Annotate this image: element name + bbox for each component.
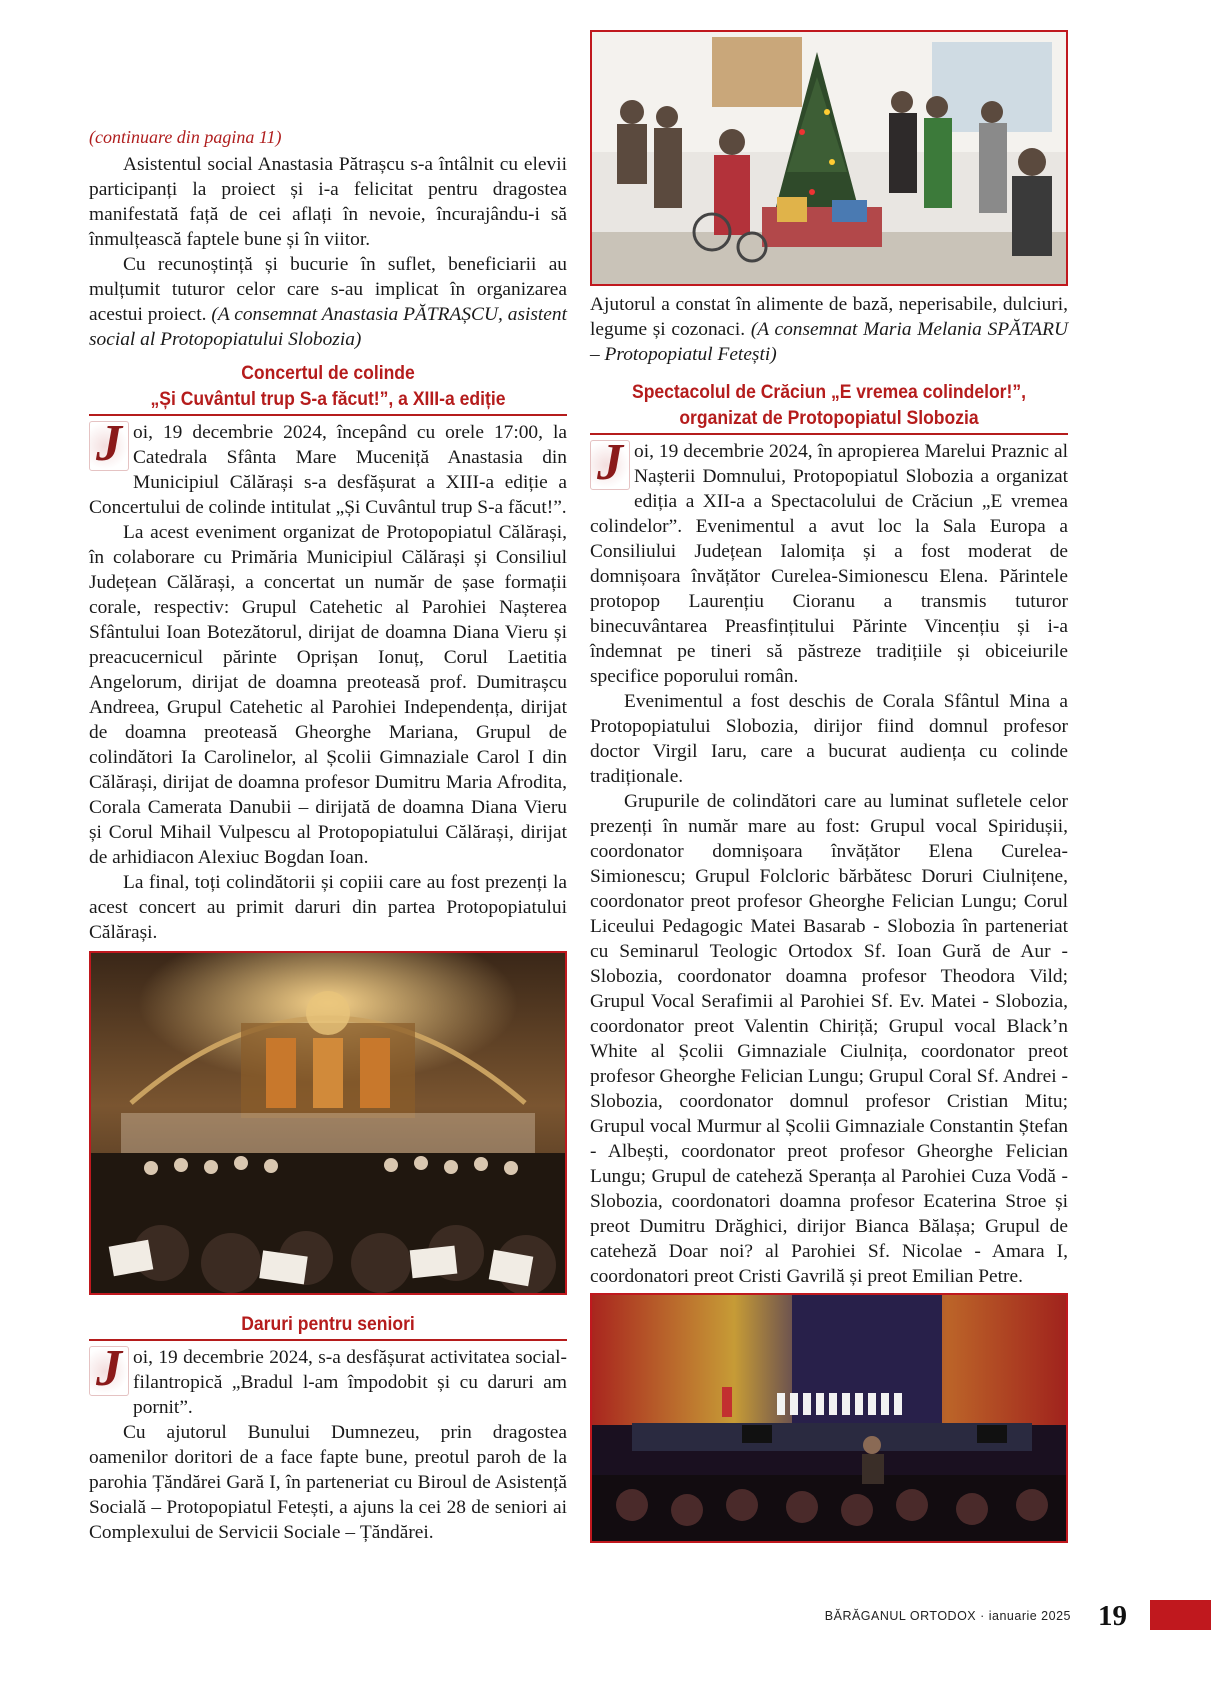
- seniors-christmas-photo: [590, 30, 1068, 286]
- show-title: [614, 379, 1044, 431]
- stage-show-illustration: [592, 1295, 1066, 1541]
- concert-paragraph-1: [89, 415, 567, 520]
- right-column: [590, 30, 1068, 1543]
- show-title-line-2: organizat de Protopopiatul Slobozia: [679, 407, 979, 429]
- cathedral-concert-photo: [89, 951, 567, 1295]
- footer-publication-line: [825, 1609, 1071, 1623]
- concert-paragraph-1-text: oi, 19 decembrie 2024, începând cu orele 17:00, la Catedrala Sfânta Mare Muceniță Anastasia din Municipiul Călărași s-a desfășurat a XIII-a ediție a Concertului de colinde intitulat „Și Cuvântul trup S-a făcut!”.: [89, 422, 567, 518]
- dropcap-initial: J: [590, 440, 630, 490]
- concert-paragraph-3: La final, toți colindătorii și copiii care au fost prezenți la acest concert au primit daruri din partea Protopopiatului Călărași.: [89, 872, 567, 943]
- seniors-signature: (A consemnat Maria Melania SPĂTARU – Protopopiatul Fetești): [590, 319, 1068, 365]
- cathedral-concert-illustration: [91, 953, 565, 1293]
- concert-title-rule: [89, 414, 567, 416]
- show-paragraph-1-text: oi, 19 decembrie 2024, în apropierea Marelui Praznic al Nașterii Domnului, Protopopiatul Slobozia a organizat ediția a XII-a a Spectacolului de Crăciun „E vremea colindelor”. Evenimentul a avut loc la Sala Europa a Consiliului Județean Ialomița și a fost moderat de domnișoara învățător Curelea-Simionescu Elena. Părintele protopop Laurențiu Cioranu a transmis tuturor binecuvântarea Preasfințitului Părinte Vincențiu și i-a îndemnat pe tineri să păstreze tradițiile și obiceiurile specifice poporului român.: [590, 441, 1068, 687]
- show-title-line-1: Spectacolul de Crăciun „E vremea colindelor!”,: [631, 381, 1027, 403]
- footer-publication: BĂRĂGANUL ORTODOX: [824, 1609, 977, 1623]
- stage-show-photo: [590, 1293, 1068, 1543]
- footer-separator: ·: [976, 1609, 989, 1623]
- page-footer: [0, 1600, 1211, 1636]
- seniors-christmas-illustration: [592, 32, 1066, 284]
- concert-title-line-2: „Și Cuvântul trup S-a făcut!”, a XIII-a ediție: [150, 388, 506, 410]
- show-paragraph-2: Evenimentul a fost deschis de Corala Sfântul Mina a Protopopiatului Slobozia, dirijor fiind domnul profesor doctor Virgil Iaru, care a bucurat audiența cu colinde tradiționale.: [590, 691, 1068, 787]
- show-paragraph-1: [590, 434, 1068, 689]
- intro-signature: (A consemnat Anastasia PĂTRAȘCU, asistent social al Protopopiatului Slobozia): [89, 304, 567, 350]
- left-column: [89, 125, 567, 1545]
- seniors-paragraph-3-text: Ajutorul a constat în alimente de bază, neperisabile, dulciuri, legume și cozonaci.: [590, 294, 1068, 340]
- concert-title: [113, 360, 543, 412]
- intro-paragraph-1: Asistentul social Anastasia Pătrașcu s-a întâlnit cu elevii participanți la proiect și i-a felicitat pentru dragostea manifestată față de cei aflați în nevoie, încurajându-i să înmulțească faptele bune și în viitor.: [89, 154, 567, 250]
- seniors-paragraph-1-text: oi, 19 decembrie 2024, s-a desfășurat activitatea social-filantropică „Bradul l-am împodobit și cu daruri am pornit”.: [133, 1347, 567, 1418]
- seniors-paragraph-3: [590, 292, 1068, 367]
- footer-accent-bar: [1150, 1600, 1211, 1630]
- seniors-paragraph-2: Cu ajutorul Bunului Dumnezeu, prin dragostea oamenilor doritori de a face fapte bune, preotul paroh de la parohia Țăndărei Gară I, în parteneriat cu Biroul de Asistență Socială – Protopopiatul Fetești, a ajuns la cei 28 de seniori ai Complexului de Servicii Sociale – Țăndărei.: [89, 1422, 567, 1543]
- intro-paragraph-2-text: Cu recunoștință și bucurie în suflet, beneficiarii au mulțumit tuturor celor care s-au implicat în organizarea acestui proiect.: [89, 254, 567, 325]
- footer-issue: ianuarie 2025: [988, 1609, 1071, 1623]
- concert-title-line-1: Concertul de colinde: [241, 362, 415, 384]
- page-number: 19: [1098, 1600, 1127, 1632]
- continuation-note: (continuare din pagina 11): [89, 127, 282, 147]
- show-title-rule: [590, 433, 1068, 435]
- seniors-paragraph-1: [89, 1340, 567, 1420]
- dropcap-initial: J: [89, 421, 129, 471]
- seniors-title: Daruri pentru seniori: [241, 1313, 415, 1335]
- intro-paragraph-2: [89, 252, 567, 352]
- dropcap-initial: J: [89, 1346, 129, 1396]
- concert-paragraph-2: La acest eveniment organizat de Protopopiatul Călărași, în colaborare cu Primăria Municipiul Călărași și Consiliul Județean Călărași, a concertat un număr de șase formații corale, respectiv: Grupul Catehetic al Parohiei Nașterea Sfântului Ioan Botezătorul, dirijat de doamna Diana Vieru și preacucernicul părinte Oprișan Ionuț, Corul Laetitia Angelorum, dirijat de doamna preoteasă prof. Dumitrașcu Andreea, Grupul Catehetic al Parohiei Independența, dirijat de doamna preoteasă Gheorghe Mariana, Grupul de colindători Ia Carolinelor, al Școlii Gimnaziale Carol I din Călărași, dirijat de doamna profesor Dumitru Maria Afrodita, Corala Camerata Danubii – dirijată de doamna Diana Vieru și Corul Mihail Vulpescu al Protopopiatului Călărași, dirijat de arhidiacon Alexiuc Bogdan Ioan.: [89, 522, 567, 868]
- seniors-title-rule: [89, 1339, 567, 1341]
- show-paragraph-3: Grupurile de colindători care au luminat sufletele celor prezenți în număr mare au fost: Grupul vocal Spiridușii, coordonator domnișoara învățător Elena Curelea-Simionescu; Grupul Folcloric bărbătesc Doruri Ciulnițene, coordonator preot profesor Gheorghe Felician Lungu; Corul Liceului Pedagogic Matei Basarab - Slobozia în parteneriat cu Seminarul Teologic Ortodox Sf. Ioan Gură de Aur - Slobozia, coordonator doamna profesor Theodora Vild; Grupul Vocal Serafimii al Parohiei Sf. Ev. Matei - Slobozia, coordonator preot Valentin Chiriță; Grupul vocal Black’n White al Școlii Gimnaziale Ciulnița, coordonator preot profesor Gheorghe Felician Lungu; Grupul Coral Sf. Andrei - Slobozia, coordonator domnul profesor Cristian Mitu; Grupul vocal Murmur al Școlii Gimnaziale Constantin Ștefan - Albești, coordonator preot profesor Gheorghe Felician Lungu; Grupul de cateheză Speranța al Parohiei Cuza Vodă - Slobozia, coordonatori doamna profesor Ecaterina Stroe și preot Dumitru Drăghici, dirijor Bianca Bălașa; Grupul de cateheză Doar noi? al Parohiei Sf. Nicolae - Amara I, coordonatori preot Cristi Gavrilă și preot Emilian Petre.: [590, 791, 1068, 1287]
